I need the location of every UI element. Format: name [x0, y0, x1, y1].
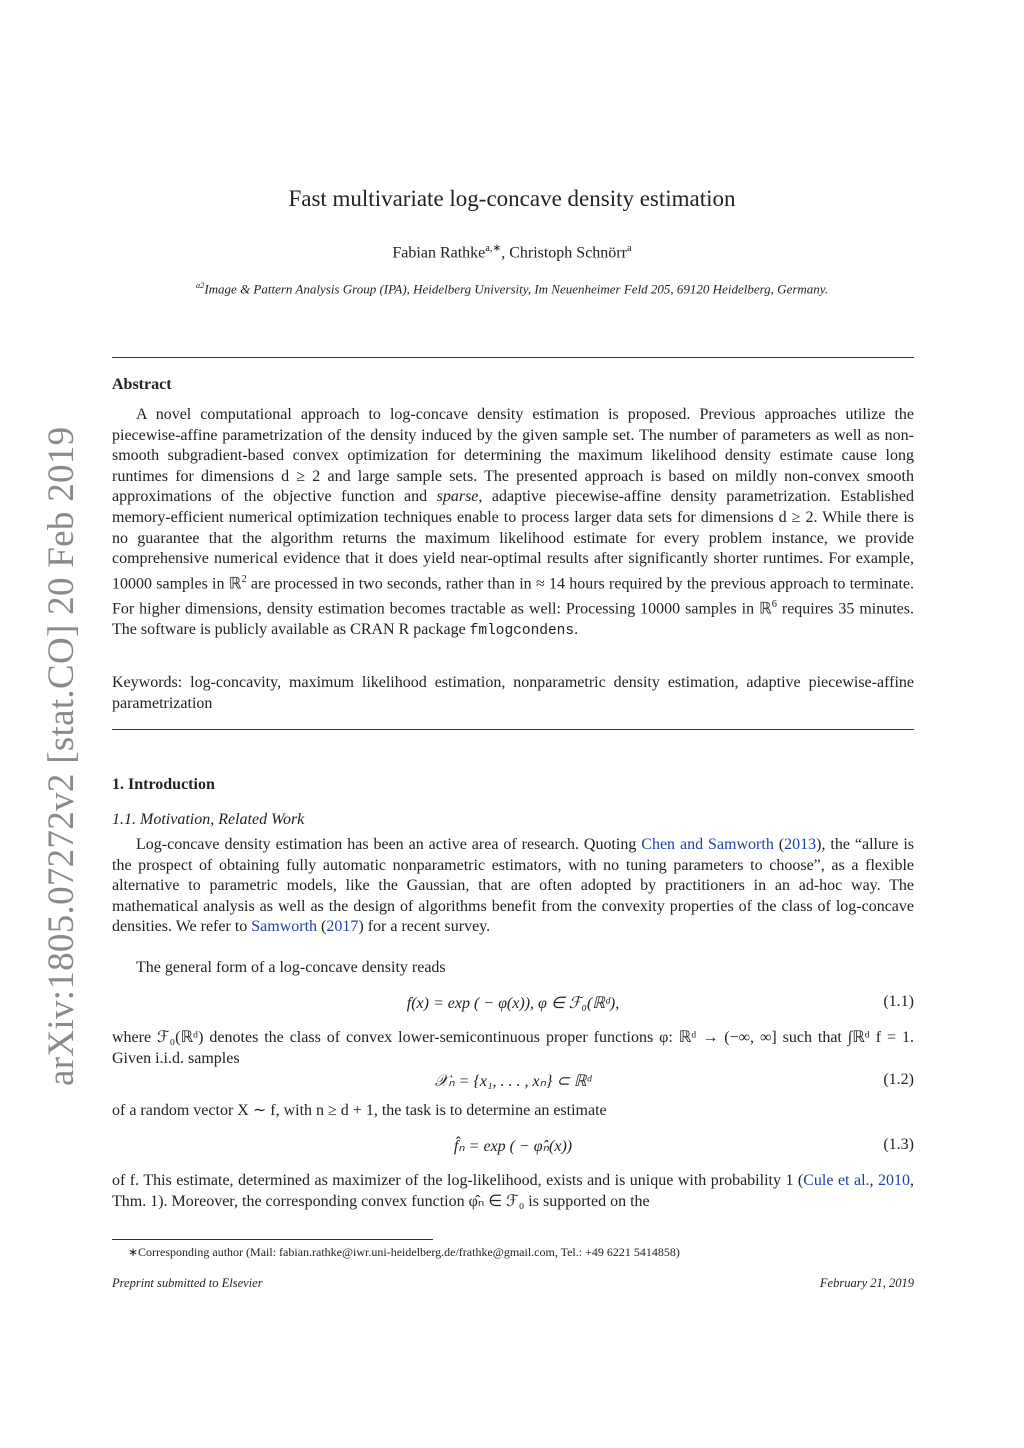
- package-name: fmlogcondens: [469, 622, 575, 639]
- author-list: [0, 242, 1024, 262]
- divider-top: [112, 357, 914, 358]
- paper-title: Fast multivariate log-concave density estimation: [288, 186, 736, 211]
- equation-body: f(x) = exp ( − φ(x)), φ ∈ ℱ₀(ℝᵈ),: [406, 995, 620, 1012]
- equation-number: (1.1): [883, 993, 914, 1010]
- citation-year-link[interactable]: 2013: [784, 836, 817, 853]
- superscript: 6: [771, 598, 777, 610]
- citation-link[interactable]: Chen and Samworth: [641, 836, 774, 853]
- intro-text: (: [317, 918, 327, 936]
- intro-text: ), the “allure is the prospect of obtaining fully automatic nonparametric estimators, with no tuning parameters to choose”, as a flexible alternative to parametric models, like the Gaussian, that are often adopted by practitioners in an ad-hoc way. The mathematical analysis as well as the design of algorithms benefit from the convexity properties of the class of log-concave densities. We refer to: [112, 836, 915, 936]
- intro-paragraph: [112, 1171, 914, 1212]
- equation-1-2: [112, 1071, 914, 1093]
- abstract-text: A novel computational approach to log-concave density estimation is proposed. Previous approaches utilize the piecewise-affine parametrization of the density induced by the given sample set. The number of parameters as well as non-smooth subgradient-based convex optimization for determining the maximum likelihood density estimate cause long runtimes for dimensions d ≥ 2 and large sample sets. The presented approach is based on mildly non-convex smooth approximations of the objective function and: [112, 406, 914, 506]
- affiliation-mark: a2: [195, 280, 205, 290]
- equation-number: (1.2): [883, 1071, 914, 1088]
- author-affil-mark: a: [626, 243, 632, 254]
- equation-1-1: [112, 993, 914, 1015]
- equation-body: f̂ₙ = exp ( − φ̂ₙ(x)): [453, 1138, 573, 1155]
- citation-year-link[interactable]: 2010: [878, 1172, 911, 1189]
- author-name: Fabian Rathke: [392, 244, 486, 262]
- intro-paragraph: [112, 835, 914, 938]
- author-name: Christoph Schnörr: [509, 244, 627, 262]
- keywords: Keywords: log-concavity, maximum likelihood estimation, nonparametric density estimation, adaptive piecewise-affine parametrization: [112, 674, 914, 712]
- equation-number: (1.3): [883, 1136, 914, 1153]
- abstract-emphasis: sparse: [436, 488, 479, 506]
- section-heading: 1. Introduction: [112, 776, 215, 793]
- intro-text: , Thm. 1). Moreover, the corresponding convex function φ̂ₙ ∈ ℱ₀ is supported on the: [112, 1172, 915, 1210]
- subsection-heading: 1.1. Motivation, Related Work: [112, 811, 305, 828]
- intro-paragraph: where ℱ₀(ℝᵈ) denotes the class of convex lower-semicontinuous proper functions φ: ℝᵈ → (−∞, ∞] such that ∫ℝᵈ f = 1. Given i.i.d. samples: [112, 1029, 914, 1067]
- footnote: ∗Corresponding author (Mail: fabian.rathke@iwr.uni-heidelberg.de/frathke@gmail.com, Tel.: +49 6221 5414858): [128, 1245, 680, 1259]
- intro-text: Log-concave density estimation has been an active area of research. Quoting: [136, 836, 642, 853]
- superscript: 2: [241, 573, 247, 585]
- equation-body: 𝒳ₙ = {x₁, . . . , xₙ} ⊂ ℝᵈ: [434, 1073, 592, 1090]
- footer-preprint: Preprint submitted to Elsevier: [112, 1276, 263, 1290]
- citation-year-link[interactable]: 2017: [326, 918, 359, 936]
- intro-text: (: [773, 836, 785, 853]
- intro-text: of f. This estimate, determined as maximizer of the log-likelihood, exists and is unique with probability 1 (: [112, 1172, 804, 1189]
- abstract-text: requires 35 minutes. The software is publicly available as CRAN R package: [112, 600, 914, 638]
- author-separator: ,: [501, 244, 510, 262]
- abstract-heading: Abstract: [112, 376, 172, 393]
- footnote-rule: [112, 1239, 433, 1240]
- citation-link[interactable]: Samworth: [251, 918, 318, 936]
- abstract-text: are processed in two seconds, rather than in ≈ 14 hours required by the previous approach to terminate. For higher dimensions, density estimation becomes tractable as well: Processing 10000 samples in ℝ: [112, 575, 915, 617]
- abstract-body: [112, 405, 914, 641]
- equation-1-3: [112, 1136, 914, 1158]
- footer-date: February 21, 2019: [819, 1276, 914, 1290]
- abstract-text: .: [574, 620, 579, 638]
- affiliation: [0, 280, 1024, 297]
- abstract-text: , adaptive piecewise-affine density parametrization. Established memory-efficient numerical optimization techniques enable to process larger data sets for dimensions d ≥ 2. While there is no guarantee that the algorithm returns the maximum likelihood estimate for every problem instance, we provide comprehensive numerical evidence that it does yield near-optimal results after significantly shorter runtimes. For example, 10000 samples in ℝ: [112, 488, 914, 593]
- intro-paragraph: of a random vector X ∼ f, with n ≥ d + 1, the task is to determine an estimate: [112, 1102, 607, 1119]
- intro-text: ,: [869, 1172, 879, 1189]
- affiliation-text: Image & Pattern Analysis Group (IPA), Heidelberg University, Im Neuenheimer Feld 205, 69120 Heidelberg, Germany.: [204, 281, 829, 297]
- arxiv-identifier: arXiv:1805.07272v2 [stat.CO] 20 Feb 2019: [41, 426, 82, 1086]
- intro-paragraph: The general form of a log-concave density reads: [136, 959, 446, 976]
- citation-link[interactable]: Cule et al.: [803, 1172, 870, 1189]
- author-affil-mark: a,∗: [485, 243, 502, 254]
- divider-bottom: [112, 729, 914, 730]
- intro-text: ) for a recent survey.: [358, 918, 491, 936]
